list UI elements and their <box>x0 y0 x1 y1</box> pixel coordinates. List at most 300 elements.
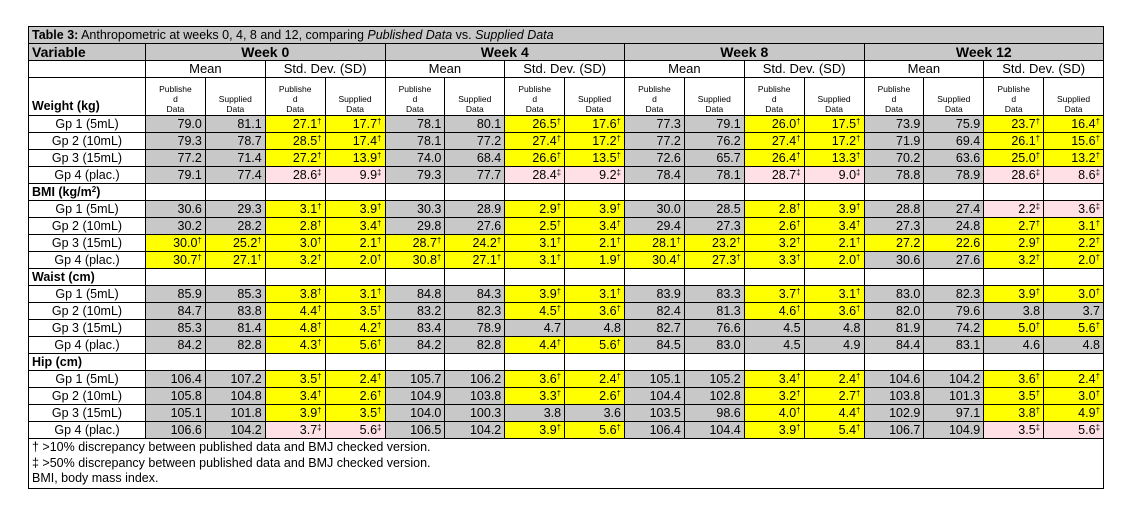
value-cell <box>505 116 565 133</box>
value-cell <box>565 167 625 184</box>
table-row <box>29 303 1104 320</box>
dagger-mark: † <box>496 236 502 245</box>
cell-value: 3.1 <box>1078 219 1096 233</box>
dagger-mark: † <box>616 372 621 381</box>
cell-value: 69.4 <box>955 134 981 148</box>
blank-cell <box>924 354 984 371</box>
cell-value: 4.0 <box>778 406 797 420</box>
dagger-mark: † <box>616 253 621 262</box>
value-cell <box>565 388 625 405</box>
cell-value: 3.7 <box>778 287 797 301</box>
value-cell <box>385 320 445 337</box>
value-cell <box>385 405 445 422</box>
value-cell <box>445 133 505 150</box>
cell-value: 83.8 <box>237 304 262 318</box>
value-cell <box>146 252 206 269</box>
value-cell <box>146 167 206 184</box>
dagger-mark: † <box>676 253 681 262</box>
value-cell <box>325 388 385 405</box>
value-cell <box>205 167 265 184</box>
cell-value: 4.4 <box>838 406 857 420</box>
table-row <box>29 133 1104 150</box>
cell-value: 2.6 <box>778 219 797 233</box>
value-cell <box>205 218 265 235</box>
cell-value: 104.9 <box>948 423 981 437</box>
cell-value: 30.7 <box>173 253 198 267</box>
cell-value: 4.8 <box>299 321 318 335</box>
cell-value: 84.4 <box>896 338 921 352</box>
blank-cell <box>445 184 505 201</box>
blank-cell <box>385 269 445 286</box>
value-cell <box>684 303 744 320</box>
blank-cell <box>565 354 625 371</box>
value-cell <box>146 286 206 303</box>
cell-value: 106.4 <box>170 372 202 386</box>
section-name: BMI (kg/m <box>32 185 92 199</box>
group-label: Gp 1 (5mL) <box>29 286 146 303</box>
cell-value: 27.1 <box>292 117 318 131</box>
published-header-line: d <box>292 94 298 104</box>
value-cell <box>804 303 864 320</box>
week-12-header: Week 12 <box>864 44 1104 61</box>
supplied-header-line: Supplied <box>578 94 612 104</box>
blank-cell <box>265 184 325 201</box>
cell-value: 3.0 <box>1078 389 1096 403</box>
value-cell <box>684 320 744 337</box>
cell-value: 63.6 <box>955 151 981 165</box>
value-cell <box>804 320 864 337</box>
blank-cell <box>625 354 685 371</box>
blank-cell <box>804 184 864 201</box>
group-label: Gp 4 (plac.) <box>29 252 146 269</box>
table-row <box>29 150 1104 167</box>
cell-value: 4.9 <box>1078 406 1096 420</box>
dagger-mark: † <box>796 406 801 415</box>
value-cell <box>625 133 685 150</box>
value-cell <box>744 371 804 388</box>
cell-value: 28.5 <box>716 202 741 216</box>
blank-cell <box>146 354 206 371</box>
value-cell <box>505 388 565 405</box>
cell-value: 77.2 <box>177 151 202 165</box>
value-cell <box>864 235 924 252</box>
group-label: Gp 2 (10mL) <box>29 388 146 405</box>
value-cell <box>864 252 924 269</box>
cell-value: 103.8 <box>889 389 921 403</box>
table-row <box>29 388 1104 405</box>
cell-value: 27.2 <box>896 236 921 250</box>
value-cell <box>385 388 445 405</box>
value-cell <box>1044 201 1104 218</box>
cell-value: 2.6 <box>359 389 378 403</box>
cell-value: 104.8 <box>230 389 262 403</box>
cell-value: 79.1 <box>177 168 202 182</box>
group-label: Gp 3 (15mL) <box>29 150 146 167</box>
cell-value: 2.9 <box>1018 236 1036 250</box>
blank-cell <box>744 354 804 371</box>
cell-value: 5.6 <box>599 338 617 352</box>
value-cell <box>864 218 924 235</box>
value-cell <box>864 133 924 150</box>
cell-value: 82.7 <box>656 321 681 335</box>
dagger-mark: † <box>856 117 861 126</box>
value-cell <box>684 150 744 167</box>
dagger-mark: † <box>257 253 262 262</box>
cell-value: 3.5 <box>359 304 378 318</box>
cell-value: 4.8 <box>1082 338 1101 352</box>
double-dagger-mark: ‡ <box>1035 168 1041 177</box>
cell-value: 3.2 <box>299 253 318 267</box>
cell-value: 2.1 <box>838 236 857 250</box>
cell-value: 23.7 <box>1011 117 1036 131</box>
table-row <box>29 320 1104 337</box>
published-header-line: Publishe <box>278 84 312 94</box>
value-cell <box>625 405 685 422</box>
cell-value: 5.0 <box>1018 321 1036 335</box>
cell-value: 2.0 <box>838 253 857 267</box>
cell-value: 105.8 <box>170 389 202 403</box>
cell-value: 104.6 <box>889 372 921 386</box>
value-cell <box>684 218 744 235</box>
cell-value: 102.8 <box>709 389 741 403</box>
dagger-mark: † <box>616 134 621 143</box>
dagger-mark: † <box>796 389 801 398</box>
section-name-end: ) <box>96 185 101 199</box>
value-cell <box>565 218 625 235</box>
weight-section-label: Weight (kg) <box>29 78 146 116</box>
double-dagger-mark: ‡ <box>556 168 562 177</box>
value-cell <box>804 337 864 354</box>
cell-value: 3.6 <box>1078 202 1096 216</box>
value-cell <box>385 371 445 388</box>
value-cell <box>505 218 565 235</box>
week-header-row <box>29 44 1104 61</box>
cell-value: 15.6 <box>1071 134 1096 148</box>
value-cell <box>565 303 625 320</box>
cell-value: 78.4 <box>656 168 681 182</box>
dagger-mark: † <box>1035 389 1041 398</box>
cell-value: 13.3 <box>831 151 857 165</box>
cell-value: 13.5 <box>592 151 617 165</box>
cell-value: 30.6 <box>177 202 202 216</box>
value-cell <box>445 150 505 167</box>
dagger-mark: † <box>1035 287 1041 296</box>
table-row <box>29 405 1104 422</box>
footnotes <box>29 439 1104 489</box>
dagger-mark: † <box>317 219 322 228</box>
dagger-mark: † <box>377 219 382 228</box>
cell-value: 105.2 <box>709 372 741 386</box>
value-cell <box>924 337 984 354</box>
value-cell <box>565 371 625 388</box>
cell-value: 28.4 <box>532 168 557 182</box>
dagger-mark: † <box>556 287 562 296</box>
table-row <box>29 422 1104 439</box>
section-name: Hip (cm) <box>32 355 82 369</box>
cell-value: 83.0 <box>896 287 921 301</box>
cell-value: 83.9 <box>656 287 681 301</box>
cell-value: 78.8 <box>896 168 921 182</box>
value-cell <box>924 167 984 184</box>
cell-value: 29.3 <box>237 202 262 216</box>
value-cell <box>565 337 625 354</box>
dagger-mark: † <box>1035 134 1041 143</box>
value-cell <box>505 371 565 388</box>
value-cell <box>146 235 206 252</box>
cell-value: 101.3 <box>948 389 981 403</box>
cell-value: 2.7 <box>1018 219 1036 233</box>
cell-value: 105.1 <box>170 406 202 420</box>
double-dagger-mark: ‡ <box>377 423 382 432</box>
table-row <box>29 286 1104 303</box>
value-cell <box>804 286 864 303</box>
cell-value: 106.5 <box>410 423 442 437</box>
published-header-line: Data <box>1004 104 1023 114</box>
supplied-header-line: Supplied <box>458 94 492 104</box>
value-cell <box>924 422 984 439</box>
table-container <box>28 26 1103 489</box>
dagger-mark: † <box>856 372 861 381</box>
published-data-header <box>146 78 206 116</box>
supplied-data-header <box>445 78 505 116</box>
cell-value: 3.2 <box>778 389 797 403</box>
double-dagger-mark: ‡ <box>1095 423 1101 432</box>
blank-cell <box>385 354 445 371</box>
dagger-mark: † <box>1035 117 1041 126</box>
cell-value: 3.6 <box>1018 372 1036 386</box>
blank-cell <box>984 269 1044 286</box>
blank-cell <box>864 354 924 371</box>
value-cell <box>265 116 325 133</box>
value-cell <box>804 167 864 184</box>
anthropometric-table <box>28 26 1104 489</box>
cell-value: 3.5 <box>299 372 318 386</box>
cell-value: 82.3 <box>955 287 981 301</box>
cell-value: 4.5 <box>783 321 801 335</box>
blank-cell <box>804 269 864 286</box>
value-cell <box>744 150 804 167</box>
cell-value: 3.8 <box>1022 304 1041 318</box>
cell-value: 3.2 <box>1018 253 1036 267</box>
value-cell <box>385 133 445 150</box>
cell-value: 72.6 <box>656 151 681 165</box>
value-cell <box>146 320 206 337</box>
value-cell <box>325 218 385 235</box>
cell-value: 25.0 <box>1011 151 1036 165</box>
cell-value: 30.6 <box>896 253 921 267</box>
double-dagger-mark: ‡ <box>1095 202 1101 211</box>
footnote-double-dagger: ‡ >50% discrepancy between published data and BMJ checked version. <box>32 455 431 470</box>
value-cell <box>804 405 864 422</box>
dagger-mark: † <box>1035 151 1041 160</box>
cell-value: 3.9 <box>299 406 318 420</box>
cell-value: 104.4 <box>709 423 741 437</box>
supplied-data-header <box>924 78 984 116</box>
blank-cell <box>565 184 625 201</box>
cell-value: 17.2 <box>831 134 857 148</box>
value-cell <box>265 133 325 150</box>
cell-value: 27.1 <box>232 253 258 267</box>
cell-value: 27.3 <box>711 253 737 267</box>
cell-value: 26.6 <box>532 151 557 165</box>
value-cell <box>325 405 385 422</box>
cell-value: 82.0 <box>896 304 921 318</box>
cell-value: 82.8 <box>476 338 502 352</box>
cell-value: 81.4 <box>237 321 262 335</box>
dagger-mark: † <box>856 406 861 415</box>
cell-value: 2.4 <box>359 372 378 386</box>
value-cell <box>744 201 804 218</box>
dagger-mark: † <box>377 151 382 160</box>
value-cell <box>744 133 804 150</box>
cell-value: 4.2 <box>359 321 378 335</box>
value-cell <box>924 201 984 218</box>
value-cell <box>265 388 325 405</box>
dagger-mark: † <box>796 117 801 126</box>
blank-cell <box>864 184 924 201</box>
value-cell <box>804 422 864 439</box>
dagger-mark: † <box>616 151 621 160</box>
cell-value: 5.6 <box>1078 423 1096 437</box>
value-cell <box>684 388 744 405</box>
cell-value: 5.6 <box>359 423 378 437</box>
cell-value: 3.9 <box>539 423 557 437</box>
value-cell <box>1044 116 1104 133</box>
cell-value: 3.3 <box>778 253 797 267</box>
value-cell <box>744 218 804 235</box>
group-label: Gp 2 (10mL) <box>29 218 146 235</box>
double-dagger-mark: ‡ <box>317 423 322 432</box>
cell-value: 74.0 <box>417 151 442 165</box>
cell-value: 97.1 <box>955 406 981 420</box>
dagger-mark: † <box>1035 253 1041 262</box>
cell-value: 28.9 <box>476 202 502 216</box>
published-data-header <box>385 78 445 116</box>
mean-header: Mean <box>864 61 984 78</box>
blank-cell <box>146 184 206 201</box>
value-cell <box>505 133 565 150</box>
supplied-header-line: Supplied <box>1057 94 1091 104</box>
cell-value: 2.4 <box>838 372 857 386</box>
value-cell <box>924 320 984 337</box>
group-label: Gp 4 (plac.) <box>29 422 146 439</box>
value-cell <box>744 286 804 303</box>
value-cell <box>625 116 685 133</box>
dagger-mark: † <box>1035 372 1041 381</box>
dagger-mark: † <box>616 202 621 211</box>
value-cell <box>924 235 984 252</box>
cell-value: 83.1 <box>955 338 981 352</box>
dagger-mark: † <box>317 134 322 143</box>
cell-value: 29.8 <box>417 219 442 233</box>
dagger-mark: † <box>616 287 621 296</box>
cell-value: 82.8 <box>237 338 262 352</box>
published-data-header <box>864 78 924 116</box>
cell-value: 104.0 <box>410 406 442 420</box>
blank-cell <box>445 354 505 371</box>
dagger-mark: † <box>317 338 322 347</box>
value-cell <box>984 150 1044 167</box>
cell-value: 79.0 <box>177 117 202 131</box>
cell-value: 84.5 <box>656 338 681 352</box>
value-cell <box>385 150 445 167</box>
cell-value: 4.6 <box>1022 338 1041 352</box>
cell-value: 78.9 <box>955 168 981 182</box>
dagger-mark: † <box>377 253 382 262</box>
cell-value: 4.4 <box>539 338 557 352</box>
value-cell <box>984 286 1044 303</box>
cell-value: 77.3 <box>656 117 681 131</box>
cell-value: 4.7 <box>543 321 562 335</box>
dagger-mark: † <box>856 219 861 228</box>
cell-value: 17.7 <box>352 117 378 131</box>
dagger-mark: † <box>616 117 621 126</box>
published-header-line: d <box>891 94 897 104</box>
blank-cell <box>205 269 265 286</box>
value-cell <box>146 405 206 422</box>
value-cell <box>744 116 804 133</box>
cell-value: 3.9 <box>1018 287 1036 301</box>
value-cell <box>1044 150 1104 167</box>
cell-value: 29.4 <box>656 219 681 233</box>
cell-value: 81.3 <box>716 304 741 318</box>
cell-value: 28.2 <box>237 219 262 233</box>
cell-value: 2.9 <box>539 202 557 216</box>
value-cell <box>984 201 1044 218</box>
cell-value: 104.2 <box>469 423 502 437</box>
cell-value: 3.8 <box>299 287 318 301</box>
cell-value: 83.4 <box>417 321 442 335</box>
supplied-header-line: Supplied <box>218 94 252 104</box>
value-cell <box>445 286 505 303</box>
dagger-mark: † <box>1095 372 1101 381</box>
dagger-mark: † <box>736 236 741 245</box>
blank-cell <box>205 354 265 371</box>
section-header-row <box>29 354 1104 371</box>
cell-value: 28.7 <box>412 236 437 250</box>
dagger-mark: † <box>676 236 681 245</box>
mean-header: Mean <box>625 61 745 78</box>
cell-value: 28.1 <box>652 236 677 250</box>
value-cell <box>146 133 206 150</box>
group-label: Gp 2 (10mL) <box>29 303 146 320</box>
blank-cell <box>924 269 984 286</box>
value-cell <box>205 252 265 269</box>
footnote-dagger: † >10% discrepancy between published data and BMJ checked version. <box>32 440 431 454</box>
value-cell <box>265 235 325 252</box>
cell-value: 102.9 <box>889 406 921 420</box>
cell-value: 84.7 <box>177 304 202 318</box>
value-cell <box>1044 388 1104 405</box>
table-title-row <box>29 27 1104 44</box>
value-cell <box>984 337 1044 354</box>
value-cell <box>445 303 505 320</box>
value-cell <box>625 167 685 184</box>
value-cell <box>265 405 325 422</box>
cell-value: 79.3 <box>177 134 202 148</box>
section-header-row <box>29 269 1104 286</box>
double-dagger-mark: ‡ <box>1095 168 1101 177</box>
dagger-mark: † <box>616 304 621 313</box>
double-dagger-mark: ‡ <box>1035 202 1041 211</box>
cell-value: 26.0 <box>771 117 797 131</box>
cell-value: 2.7 <box>838 389 857 403</box>
table-row <box>29 337 1104 354</box>
published-data-header <box>505 78 565 116</box>
dagger-mark: † <box>1095 151 1101 160</box>
value-cell <box>864 116 924 133</box>
cell-value: 73.9 <box>896 117 921 131</box>
